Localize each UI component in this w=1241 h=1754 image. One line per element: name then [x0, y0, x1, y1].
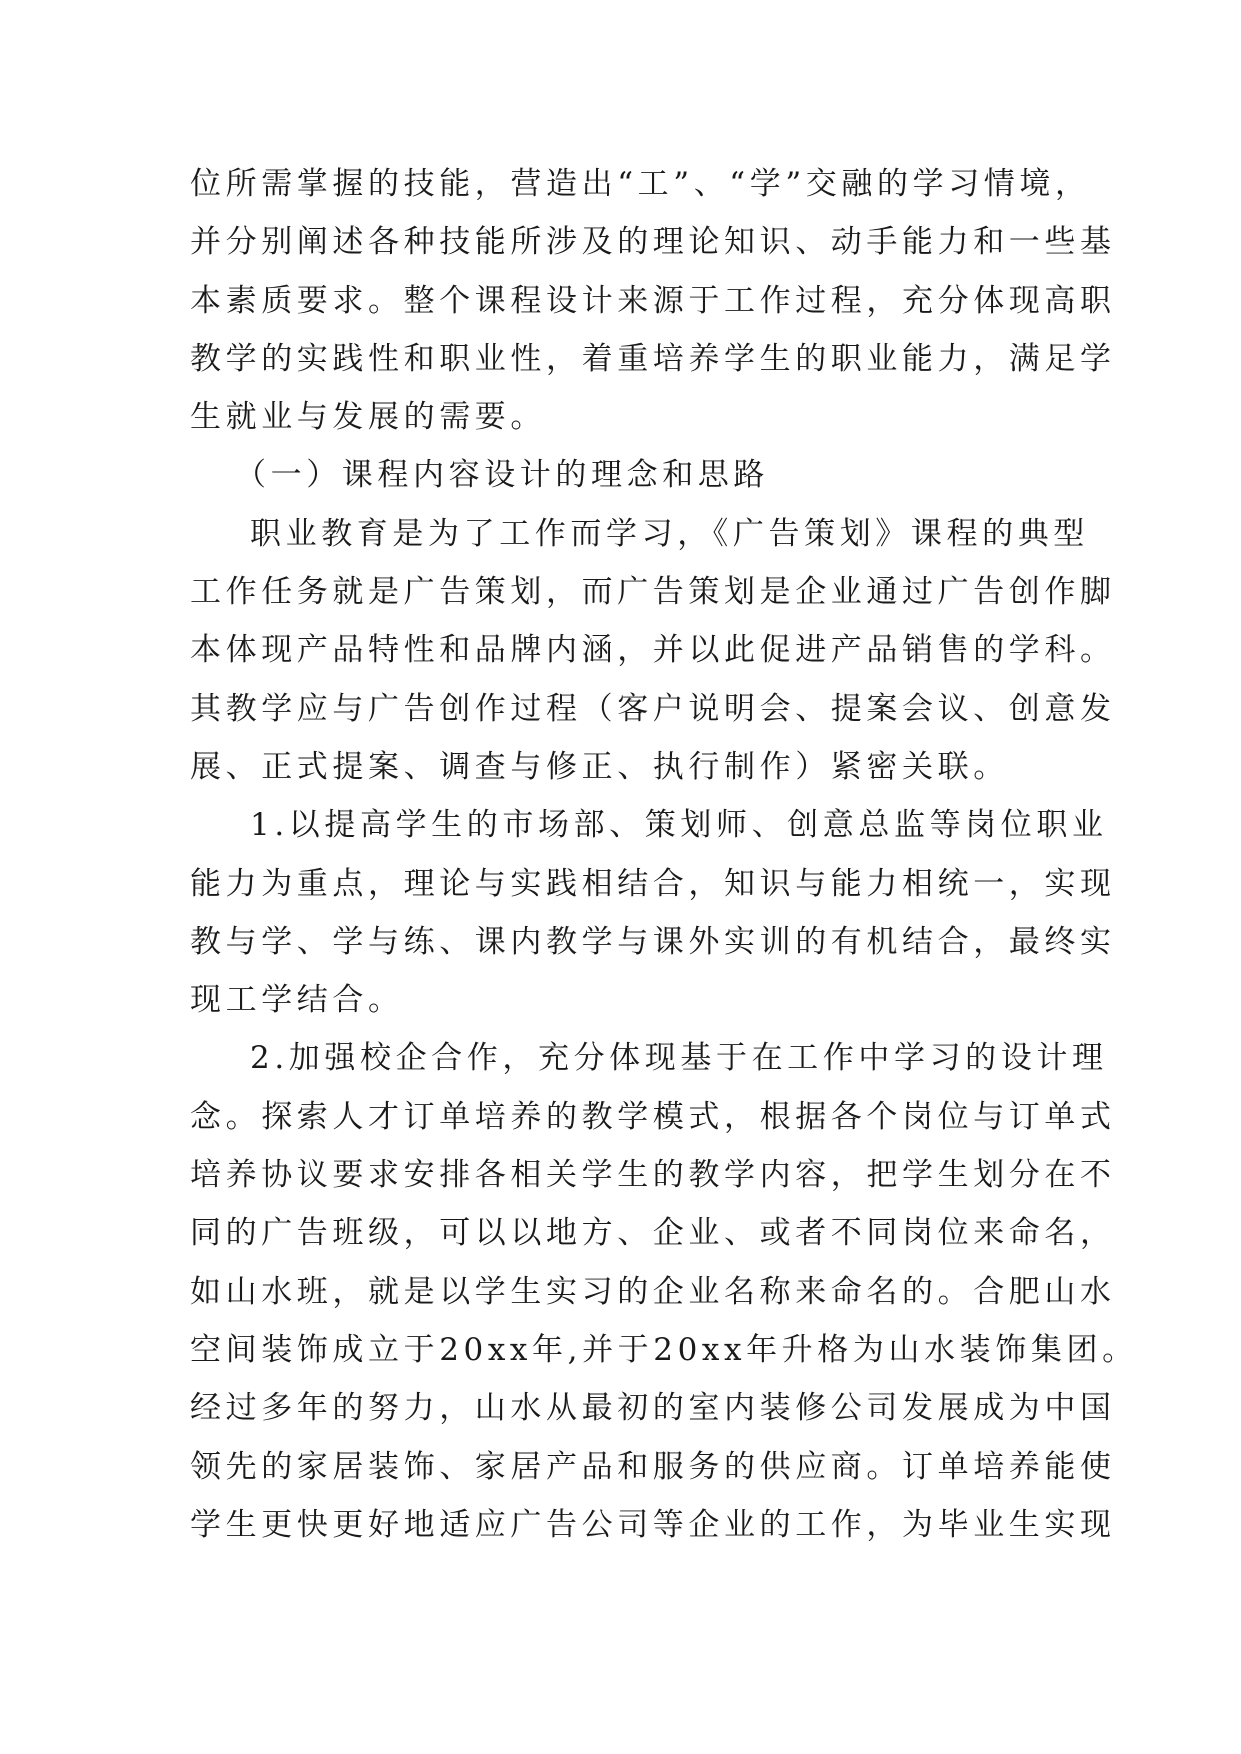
document-body: [190, 155, 1138, 1554]
text-line: 并分别阐述各种技能所涉及的理论知识、动手能力和一些基: [190, 224, 1116, 261]
text-line: 其教学应与广告创作过程（客户说明会、提案会议、创意发: [190, 690, 1116, 727]
text-line: 展、正式提案、调查与修正、执行制作）紧密关联。: [190, 748, 1009, 785]
text-line: 学生更快更好地适应广告公司等企业的工作，为毕业生实现: [190, 1506, 1116, 1543]
text-line: 如山水班，就是以学生实习的企业名称来命名的。合肥山水: [190, 1273, 1116, 1310]
text-line: 领先的家居装饰、家居产品和服务的供应商。订单培养能使: [190, 1448, 1116, 1485]
text-line: 空间装饰成立于20xx年,并于20xx年升格为山水装饰集团。: [190, 1331, 1138, 1368]
text-line: 2.加强校企合作，充分体现基于在工作中学习的设计理: [250, 1040, 1108, 1077]
text-line: 本素质要求。整个课程设计来源于工作过程，充分体现高职: [190, 282, 1116, 319]
text-line: 工作任务就是广告策划，而广告策划是企业通过广告创作脚: [190, 574, 1116, 611]
text-line: 现工学结合。: [190, 982, 404, 1019]
text-line: 本体现产品特性和品牌内涵，并以此促进产品销售的学科。: [190, 632, 1116, 669]
text-line: 同的广告班级，可以以地方、企业、或者不同岗位来命名，: [190, 1215, 1116, 1252]
text-line: 念。探索人才订单培养的教学模式，根据各个岗位与订单式: [190, 1098, 1116, 1135]
text-line: 生就业与发展的需要。: [190, 399, 546, 436]
text-line: 1.以提高学生的市场部、策划师、创意总监等岗位职业: [250, 807, 1108, 844]
text-line: 培养协议要求安排各相关学生的教学内容，把学生划分在不: [190, 1157, 1116, 1194]
text-line: 位所需掌握的技能，营造出“工”、“学”交融的学习情境，: [190, 166, 1091, 202]
text-line: （一）课程内容设计的理念和思路: [235, 457, 769, 494]
text-line: 职业教育是为了工作而学习，《广告策划》课程的典型: [250, 515, 1089, 552]
text-line: 教学的实践性和职业性，着重培养学生的职业能力，满足学: [190, 340, 1116, 377]
text-line: 能力为重点，理论与实践相结合，知识与能力相统一，实现: [190, 865, 1116, 902]
text-line: 教与学、学与练、课内教学与课外实训的有机结合，最终实: [190, 923, 1116, 960]
text-line: 经过多年的努力，山水从最初的室内装修公司发展成为中国: [190, 1390, 1116, 1427]
